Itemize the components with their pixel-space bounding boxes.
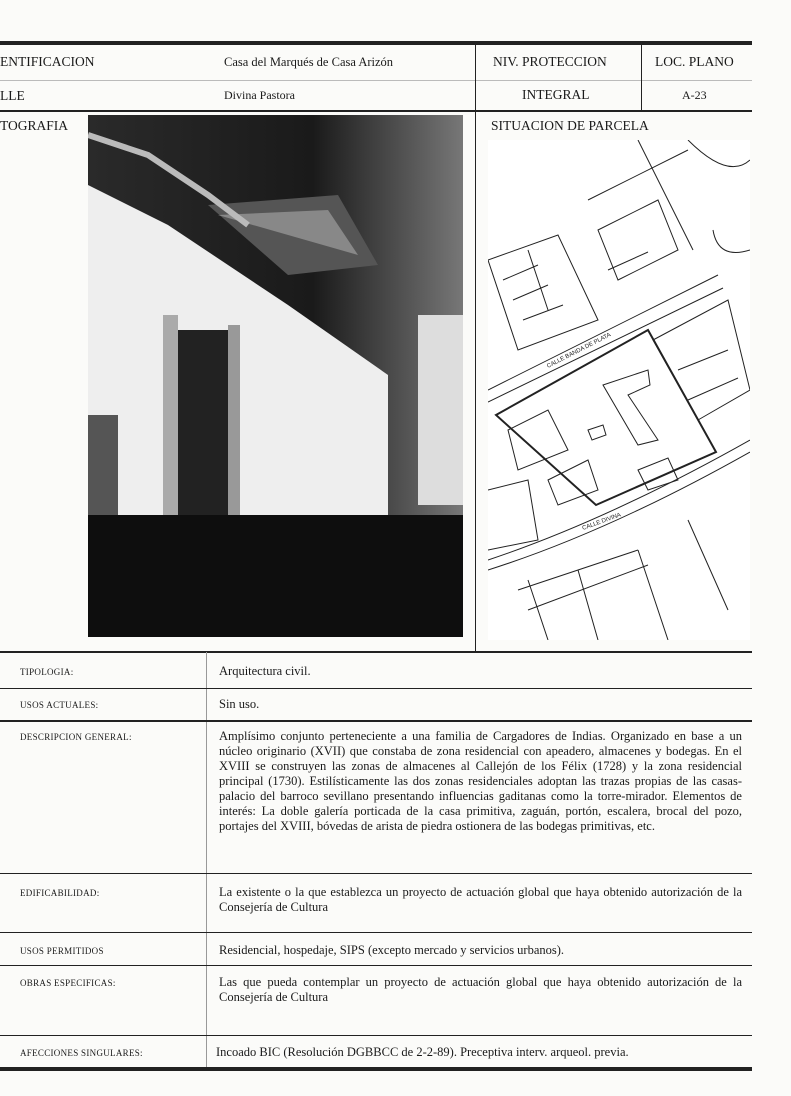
table-top-rule	[0, 651, 752, 653]
identificacion-label: ENTIFICACION	[0, 54, 95, 69]
descripcion-general-label: DESCRIPCION GENERAL:	[20, 732, 132, 742]
afecciones-singulares-label: AFECCIONES SINGULARES:	[20, 1048, 143, 1058]
loc-plano-value: A-23	[682, 88, 707, 102]
row-divider	[0, 965, 752, 966]
tipologia-label: TIPOLOGIA:	[20, 667, 74, 677]
edificabilidad-value: La existente o la que establezca un proyecto de actuación global que haya obtenido autorización de la Consejería de Cultura	[219, 885, 742, 914]
tipologia-value: Arquitectura civil.	[219, 664, 311, 678]
usos-permitidos-value: Residencial, hospedaje, SIPS (excepto mercado y servicios urbanos).	[219, 943, 565, 957]
nivel-proteccion-label: NIV. PROTECCION	[493, 54, 607, 69]
row-divider	[0, 1035, 752, 1036]
nivel-proteccion-value: INTEGRAL	[522, 87, 590, 102]
obras-especificas-label: OBRAS ESPECIFICAS:	[20, 978, 116, 988]
edificabilidad-label: EDIFICABILIDAD:	[20, 888, 100, 898]
header-column-divider-2	[641, 44, 642, 111]
top-rule	[0, 41, 752, 45]
parcel-location-map	[488, 140, 750, 640]
row-divider	[0, 873, 752, 874]
row-divider	[0, 720, 752, 722]
street-label-banda-de-plata: CALLE BANDA DE PLATA	[546, 332, 613, 370]
row-divider	[0, 688, 752, 689]
afecciones-singulares-value: Incoado BIC (Resolución DGBBCC de 2-2-89). Preceptiva interv. arqueol. previa.	[216, 1045, 629, 1059]
calle-value: Divina Pastora	[224, 88, 295, 102]
table-bottom-rule	[0, 1067, 752, 1071]
obras-especificas-value: Las que pueda contemplar un proyecto de actuación global que haya obtenido autorización de la Consejería de Cultura	[219, 975, 742, 1004]
loc-plano-label: LOC. PLANO	[655, 54, 734, 69]
header-bottom-rule	[0, 110, 752, 112]
usos-actuales-value: Sin uso.	[219, 697, 260, 711]
usos-permitidos-label: USOS PERMITIDOS	[20, 946, 104, 956]
header-column-divider	[475, 44, 476, 652]
row-divider	[0, 932, 752, 933]
building-photo	[88, 115, 463, 637]
calle-label: LLE	[0, 88, 25, 103]
fotografia-label: TOGRAFIA	[0, 118, 69, 133]
header-divider	[0, 80, 752, 81]
street-label-divina: CALLE DIVINA	[581, 512, 622, 532]
situacion-parcela-label: SITUACION DE PARCELA	[491, 118, 649, 133]
descripcion-general-value: Amplísimo conjunto perteneciente a una familia de Cargadores de Indias. Organizado en base a un núcleo originario (XVII) que constaba de zona residencial con apeadero, almacenes y bodegas. En el XVIII se construyen las zonas de almacenes al Callejón de los Félix (1728) y la zona residencial principal (1730). Estilísticamente las dos zonas residenciales adoptan las trazas propias de las casas-palacio del barroco sevillano presentando influencias gaditanas como la torre-mirador. Elementos de interés: La doble galería porticada de la casa primitiva, zaguán, portón, escalera, brocal del pozo, portajes del XVIII, bóvedas de arista de piedra ostionera de las bodegas primitivas, etc.	[219, 729, 742, 833]
identificacion-value: Casa del Marqués de Casa Arizón	[224, 55, 394, 69]
table-column-divider	[206, 652, 207, 1070]
usos-actuales-label: USOS ACTUALES:	[20, 700, 99, 710]
